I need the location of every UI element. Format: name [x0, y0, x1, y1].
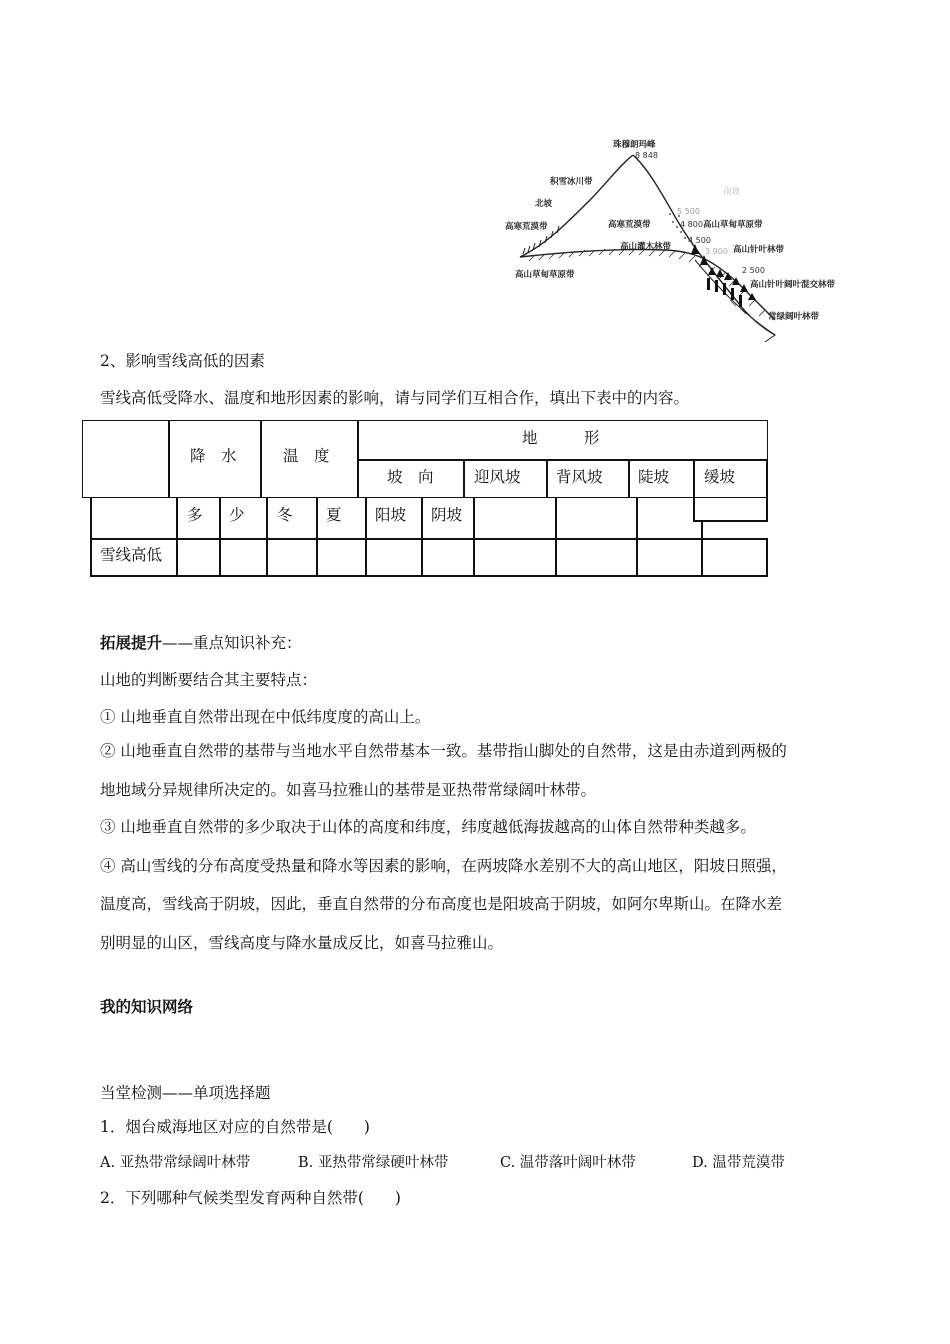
question-1: 1．烟台威海地区对应的自然带是( ) [100, 1118, 370, 1136]
sub-more: 多 [187, 506, 203, 524]
height-4800: 4 800 [680, 220, 703, 229]
section2-heading: 2、影响雪线高低的因素 [100, 352, 265, 370]
quiz-heading: 当堂检测——单项选择题 [100, 1084, 271, 1102]
extension-point-4-line3: 别明显的山区，雪线高度与降水量成反比，如喜马拉雅山。 [100, 934, 504, 952]
section2-intro: 雪线高低受降水、温度和地形因素的影响，请与同学们互相合作，填出下表中的内容。 [100, 389, 690, 407]
label-snow-glacier-belt: 积雪冰川带 [550, 177, 593, 187]
extension-intro: 山地的判断要结合其主要特点： [100, 671, 318, 689]
extension-point-4-line1: ④ 高山雪线的分布高度受热量和降水等因素的影响，在两坡降水差别不大的高山地区，阳坡日照强， [100, 857, 787, 875]
extension-point-4-line2: 温度高，雪线高于阴坡，因此，垂直自然带的分布高度也是阳坡高于阴坡，如阿尔卑斯山。在降水差 [100, 895, 783, 913]
header-slope-direction: 坡 向 [387, 468, 434, 486]
label-south-slope: 南坡 [723, 187, 741, 197]
sub-sunny-slope: 阳坡 [375, 506, 407, 524]
question-2: 2．下列哪种气候类型发育两种自然带( ) [100, 1189, 401, 1207]
mountain-diagram [495, 130, 850, 345]
q1-option-a: A. 亚热带常绿阔叶林带 [100, 1155, 251, 1171]
q1-option-b: B. 亚热带常绿硬叶林带 [298, 1155, 449, 1171]
extension-title [100, 633, 302, 653]
height-2500: 2 500 [742, 266, 765, 275]
height-5500: 5 500 [677, 207, 700, 216]
header-windward: 迎风坡 [474, 468, 521, 486]
sub-winter: 冬 [277, 506, 293, 524]
peak-name-label: 珠穆朗玛峰 [613, 140, 656, 150]
row-label-snowline: 雪线高低 [100, 546, 163, 564]
header-leeward: 背风坡 [556, 468, 603, 486]
header-precipitation: 降 水 [190, 447, 237, 465]
sub-shady-slope: 阴坡 [431, 506, 463, 524]
sub-less: 少 [229, 506, 245, 524]
q1-option-c: C. 温带落叶阔叶林带 [500, 1155, 636, 1171]
label-alpine-desert-south: 高寒荒漠带 [608, 220, 651, 230]
header-gentle: 缓坡 [704, 468, 736, 486]
q1-option-d: D. 温带荒漠带 [692, 1155, 785, 1171]
label-mixed-forest-belt: 高山针叶阔叶混交林带 [750, 280, 836, 290]
extension-point-3: ③ 山地垂直自然带的多少取决于山体的高度和纬度，纬度越低海拔越高的山体自然带种类越多。 [100, 818, 756, 836]
label-evergreen-broadleaf-belt: 常绿阔叶林带 [768, 312, 820, 322]
header-temperature: 温 度 [283, 447, 330, 465]
sub-summer: 夏 [326, 506, 342, 524]
header-terrain: 地 形 [522, 429, 600, 447]
header-steep: 陡坡 [638, 468, 670, 486]
label-alpine-meadow-north: 高山草甸草原带 [515, 270, 575, 280]
label-alpine-shrub-belt: 高山灌木林带 [620, 242, 672, 252]
extension-point-2-line1: ② 山地垂直自然带的基带与当地水平自然带基本一致。基带指山脚处的自然带，这是由赤道到两极的 [100, 742, 787, 760]
label-alpine-desert-north: 高寒荒漠带 [505, 222, 548, 232]
label-north-slope: 北坡 [535, 199, 553, 209]
height-4500: 4 500 [688, 236, 711, 245]
knowledge-network-heading: 我的知识网络 [100, 997, 194, 1016]
label-alpine-conifer-belt: 高山针叶林带 [733, 245, 785, 255]
peak-height-label: 8 848 [635, 151, 658, 160]
height-3900: 3 900 [705, 247, 728, 256]
label-alpine-meadow-south: 高山草甸草原带 [703, 220, 763, 230]
extension-point-1: ① 山地垂直自然带出现在中低纬度度的高山上。 [100, 708, 431, 726]
extension-title-bold: 拓展提升 [100, 633, 163, 652]
extension-title-rest: ——重点知识补充： [162, 634, 302, 652]
extension-point-2-line2: 地地域分异规律所决定的。如喜马拉雅山的基带是亚热带常绿阔叶林带。 [100, 781, 597, 799]
